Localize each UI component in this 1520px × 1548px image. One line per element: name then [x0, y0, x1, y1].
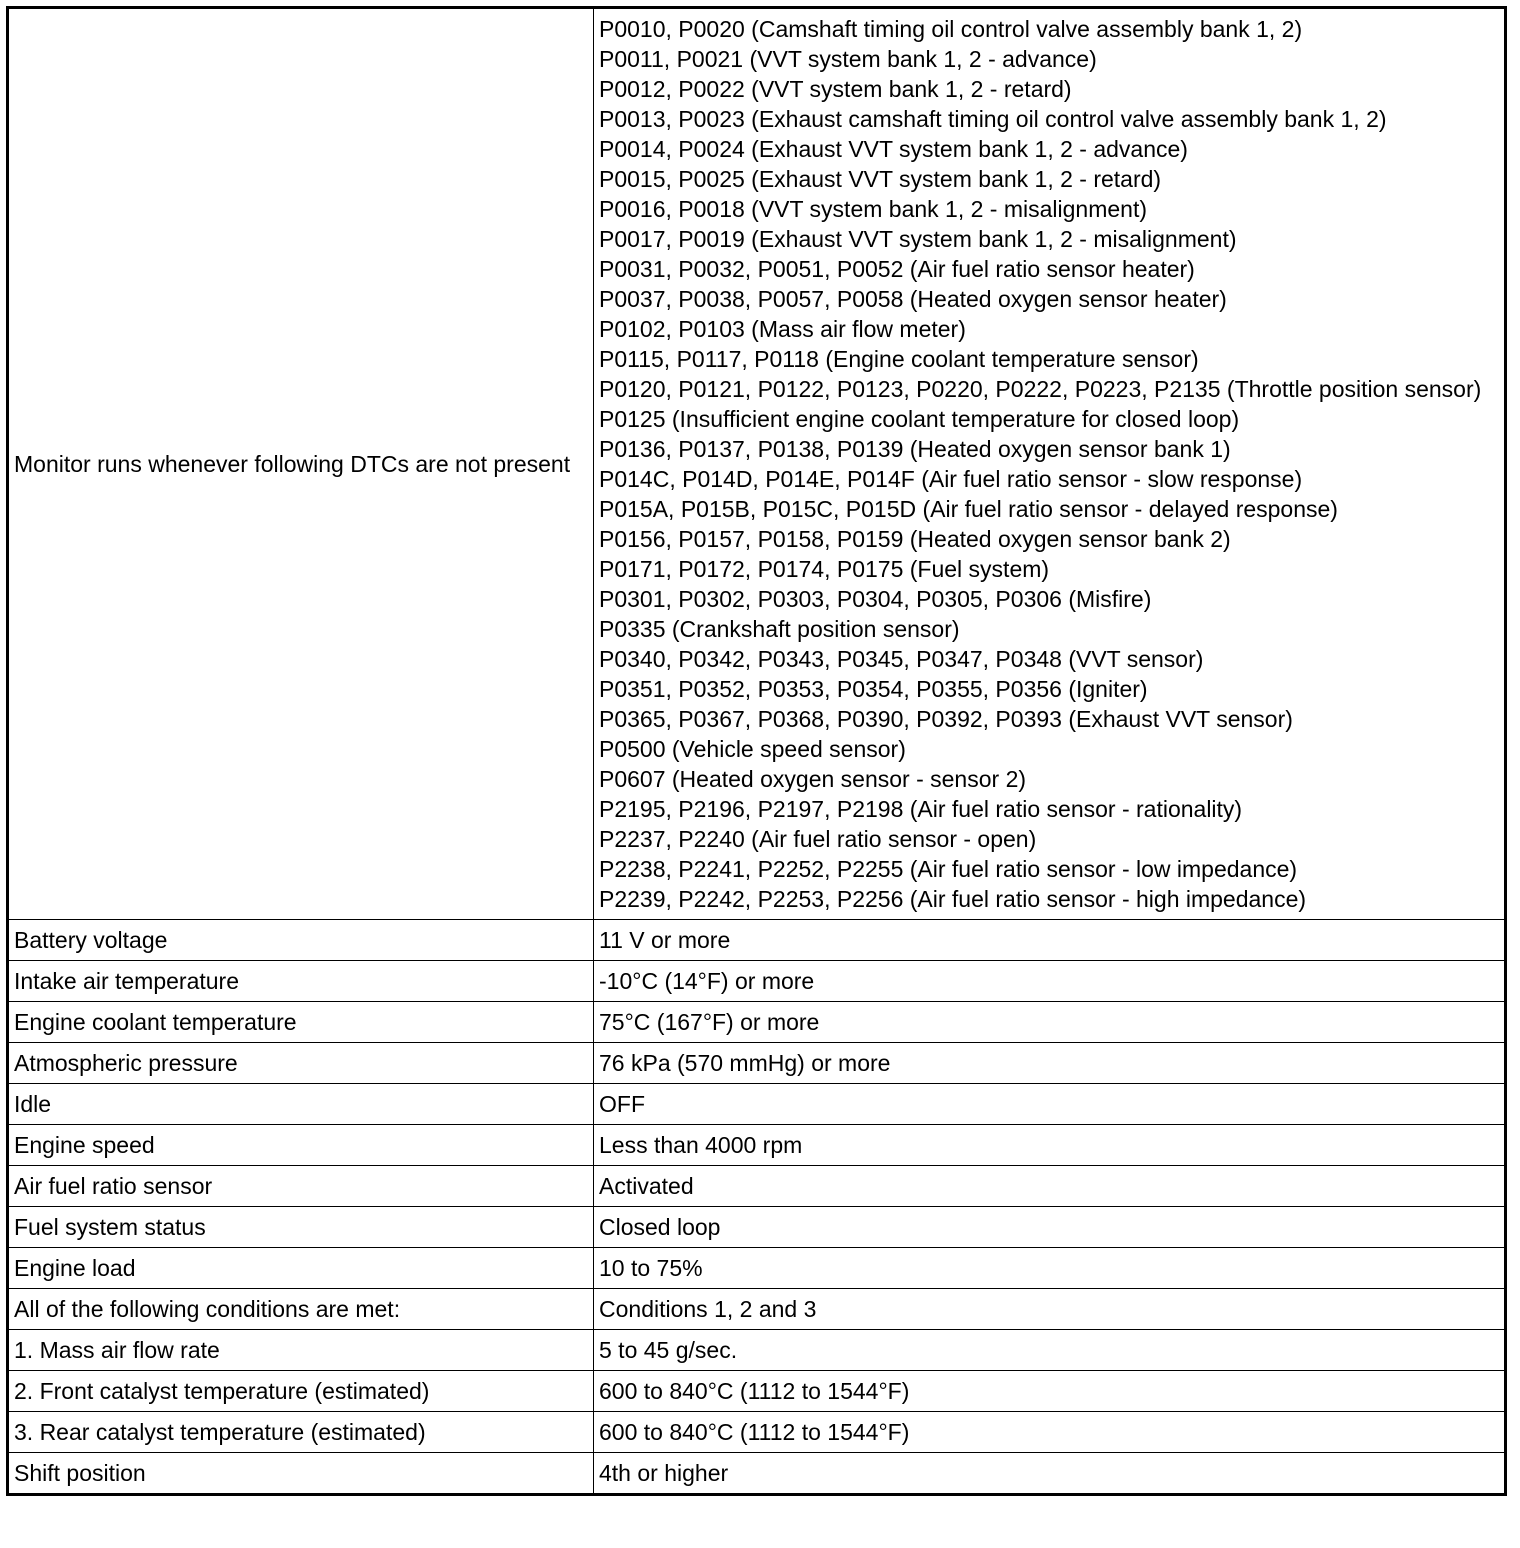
condition-label: Air fuel ratio sensor: [8, 1166, 594, 1207]
condition-value: Conditions 1, 2 and 3: [594, 1289, 1506, 1330]
dtc-list-item: P0016, P0018 (VVT system bank 1, 2 - misalignment): [599, 196, 1148, 222]
condition-label: Engine speed: [8, 1125, 594, 1166]
table-row: [8, 1002, 1506, 1043]
dtc-list-item: P014C, P014D, P014E, P014F (Air fuel ratio sensor - slow response): [599, 466, 1303, 492]
table-row: [8, 1043, 1506, 1084]
condition-label: Fuel system status: [8, 1207, 594, 1248]
condition-value: Less than 4000 rpm: [594, 1125, 1506, 1166]
condition-label: Atmospheric pressure: [8, 1043, 594, 1084]
dtc-list-cell: [594, 8, 1506, 920]
dtc-list-item: P0011, P0021 (VVT system bank 1, 2 - advance): [599, 46, 1097, 72]
table-row: [8, 1207, 1506, 1248]
dtc-list-item: P0010, P0020 (Camshaft timing oil control valve assembly bank 1, 2): [599, 16, 1303, 42]
table-row: [8, 961, 1506, 1002]
condition-label: All of the following conditions are met:: [8, 1289, 594, 1330]
dtc-list-item: P2238, P2241, P2252, P2255 (Air fuel ratio sensor - low impedance): [599, 856, 1298, 882]
condition-label: Engine coolant temperature: [8, 1002, 594, 1043]
dtc-list-item: P0171, P0172, P0174, P0175 (Fuel system): [599, 556, 1050, 582]
monitor-conditions-table: [6, 6, 1507, 1496]
dtc-list-item: P0607 (Heated oxygen sensor - sensor 2): [599, 766, 1027, 792]
dtc-list-item: P0335 (Crankshaft position sensor): [599, 616, 960, 642]
condition-label: Battery voltage: [8, 920, 594, 961]
table-row: [8, 1330, 1506, 1371]
dtc-list-item: P0012, P0022 (VVT system bank 1, 2 - retard): [599, 76, 1072, 102]
table-row: [8, 1084, 1506, 1125]
condition-value: 10 to 75%: [594, 1248, 1506, 1289]
table-row-dtc-conditions: [8, 8, 1506, 920]
dtc-list-item: P0015, P0025 (Exhaust VVT system bank 1, 2 - retard): [599, 166, 1162, 192]
condition-label: Engine load: [8, 1248, 594, 1289]
dtc-list-item: P0102, P0103 (Mass air flow meter): [599, 316, 966, 342]
condition-value: 5 to 45 g/sec.: [594, 1330, 1506, 1371]
dtc-list-item: P0340, P0342, P0343, P0345, P0347, P0348 (VVT sensor): [599, 646, 1204, 672]
dtc-conditions-label: Monitor runs whenever following DTCs are not present: [8, 8, 594, 920]
condition-label: Idle: [8, 1084, 594, 1125]
condition-value: 600 to 840°C (1112 to 1544°F): [594, 1412, 1506, 1453]
dtc-list-item: P0301, P0302, P0303, P0304, P0305, P0306 (Misfire): [599, 586, 1152, 612]
dtc-list-item: P2239, P2242, P2253, P2256 (Air fuel ratio sensor - high impedance): [599, 886, 1307, 912]
dtc-list-item: P0351, P0352, P0353, P0354, P0355, P0356 (Igniter): [599, 676, 1148, 702]
table-row: [8, 1248, 1506, 1289]
condition-value: OFF: [594, 1084, 1506, 1125]
condition-value: Closed loop: [594, 1207, 1506, 1248]
dtc-list-item: P015A, P015B, P015C, P015D (Air fuel ratio sensor - delayed response): [599, 496, 1338, 522]
table-row: [8, 1453, 1506, 1495]
dtc-list-item: P0136, P0137, P0138, P0139 (Heated oxygen sensor bank 1): [599, 436, 1231, 462]
dtc-list-item: P0115, P0117, P0118 (Engine coolant temperature sensor): [599, 346, 1199, 372]
table-row: [8, 1289, 1506, 1330]
dtc-list-item: P0500 (Vehicle speed sensor): [599, 736, 906, 762]
table-body: [8, 8, 1506, 1495]
condition-value: -10°C (14°F) or more: [594, 961, 1506, 1002]
dtc-list-item: P0013, P0023 (Exhaust camshaft timing oil control valve assembly bank 1, 2): [599, 106, 1387, 132]
dtc-list-item: P0365, P0367, P0368, P0390, P0392, P0393 (Exhaust VVT sensor): [599, 706, 1293, 732]
condition-value: 600 to 840°C (1112 to 1544°F): [594, 1371, 1506, 1412]
condition-label: Shift position: [8, 1453, 594, 1495]
condition-label: Intake air temperature: [8, 961, 594, 1002]
condition-value: Activated: [594, 1166, 1506, 1207]
dtc-list-item: P0037, P0038, P0057, P0058 (Heated oxygen sensor heater): [599, 286, 1227, 312]
table-row: [8, 1166, 1506, 1207]
dtc-list-item: P0120, P0121, P0122, P0123, P0220, P0222, P0223, P2135 (Throttle position sensor): [599, 376, 1482, 402]
dtc-list-item: P0017, P0019 (Exhaust VVT system bank 1, 2 - misalignment): [599, 226, 1237, 252]
condition-value: 4th or higher: [594, 1453, 1506, 1495]
table-row: [8, 1412, 1506, 1453]
table-row: [8, 920, 1506, 961]
dtc-list-item: P0156, P0157, P0158, P0159 (Heated oxygen sensor bank 2): [599, 526, 1231, 552]
condition-value: 76 kPa (570 mmHg) or more: [594, 1043, 1506, 1084]
table-row: [8, 1371, 1506, 1412]
dtc-list-item: P0125 (Insufficient engine coolant temperature for closed loop): [599, 406, 1240, 432]
dtc-list-item: P0031, P0032, P0051, P0052 (Air fuel ratio sensor heater): [599, 256, 1195, 282]
condition-label: 3. Rear catalyst temperature (estimated): [8, 1412, 594, 1453]
condition-value: 11 V or more: [594, 920, 1506, 961]
dtc-list-item: P2195, P2196, P2197, P2198 (Air fuel ratio sensor - rationality): [599, 796, 1243, 822]
condition-value: 75°C (167°F) or more: [594, 1002, 1506, 1043]
table-row: [8, 1125, 1506, 1166]
dtc-list-item: P0014, P0024 (Exhaust VVT system bank 1, 2 - advance): [599, 136, 1188, 162]
condition-label: 1. Mass air flow rate: [8, 1330, 594, 1371]
condition-label: 2. Front catalyst temperature (estimated): [8, 1371, 594, 1412]
dtc-list-item: P2237, P2240 (Air fuel ratio sensor - open): [599, 826, 1037, 852]
